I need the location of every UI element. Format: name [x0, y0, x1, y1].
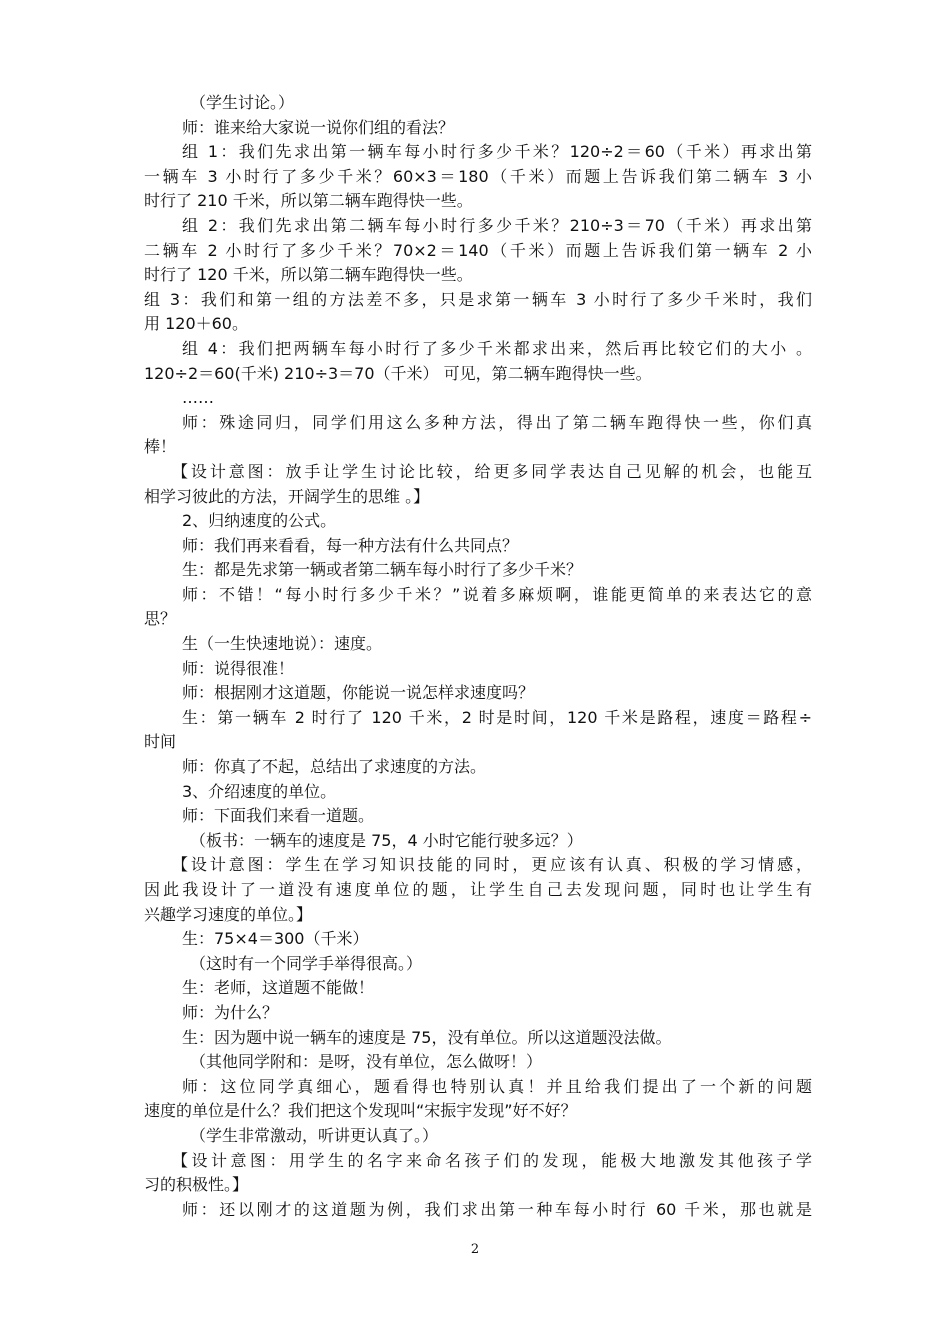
text-line: 兴趣学习速度的单位。】: [144, 904, 313, 924]
page-number: 2: [470, 1242, 480, 1257]
text-line: （板书：一辆车的速度是 75，4 小时它能行驶多远？）: [190, 830, 583, 850]
text-line: 生：因为题中说一辆车的速度是 75，没有单位。所以这道题没法做。: [182, 1027, 672, 1047]
text-line: 思？: [144, 609, 177, 629]
text-line: 3、介绍速度的单位。: [182, 781, 337, 801]
text-line: 时行了 120 千米，所以第二辆车跑得快一些。: [144, 265, 473, 285]
text-line: （学生讨论。）: [190, 93, 295, 112]
text-line: 生：第一辆车 2 时行了 120 千米，2 时是时间，120 千米是路程，速度＝路程÷: [182, 707, 812, 727]
text-line: 相学习彼此的方法，开阔学生的思维 。】: [144, 486, 430, 506]
text-line: 师：下面我们来看一道题。: [182, 806, 375, 826]
text-line: 用 120＋60。: [144, 314, 248, 334]
text-line: 120÷2＝60(千米) 210÷3＝70（千米） 可见，第二辆车跑得快一些。: [144, 363, 652, 383]
text-line: 生：都是先求第一辆或者第二辆车每小时行了多少千米？: [182, 560, 583, 580]
text-line: 时行了 210 千米，所以第二辆车跑得快一些。: [144, 191, 473, 211]
text-line: ……: [182, 388, 214, 408]
text-line: 一辆车 3 小时行了多少千米？60×3＝180（千米）而题上告诉我们第二辆车 3 小: [144, 166, 812, 186]
text-line: 因此我设计了一道没有速度单位的题，让学生自己去发现问题，同时也让学生有: [144, 880, 812, 899]
text-line: 【设计意图：放手让学生讨论比较，给更多同学表达自己见解的机会，也能互: [172, 461, 812, 481]
text-line: 师：你真了不起，总结出了求速度的方法。: [182, 757, 487, 777]
text-line: （其他同学附和：是呀，没有单位，怎么做呀！）: [190, 1052, 543, 1072]
text-line: 组 3：我们和第一组的方法差不多，只是求第一辆车 3 小时行了多少千米时，我们: [144, 289, 812, 309]
text-line: 二辆车 2 小时行了多少千米？70×2＝140（千米）而题上告诉我们第一辆车 2 小: [144, 240, 812, 260]
text-line: 师：不错！“每小时行多少千米？”说着多麻烦啊，谁能更简单的来表达它的意: [182, 584, 812, 604]
text-line: 棒！: [144, 437, 177, 457]
text-line: 组 2：我们先求出第二辆车每小时行多少千米？210÷3＝70（千米）再求出第: [182, 215, 812, 235]
text-line: 习的积极性。】: [144, 1175, 249, 1195]
lesson-text-body: [144, 91, 812, 1222]
text-line: （学生非常激动，听讲更认真了。）: [190, 1125, 439, 1145]
text-line: 组 4：我们把两辆车每小时行了多少千米都求出来，然后再比较它们的大小 。: [182, 338, 812, 358]
text-line: 【设计意图：学生在学习知识技能的同时，更应该有认真、积极的学习情感，: [172, 855, 812, 875]
text-line: （这时有一个同学手举得很高。）: [190, 953, 423, 973]
text-line: 生：75×4＝300（千米）: [182, 929, 369, 949]
text-line: 2、归纳速度的公式。: [182, 511, 337, 531]
text-line: 师：这位同学真细心，题看得也特别认真！并且给我们提出了一个新的问题: [182, 1076, 812, 1096]
text-line: 生：老师，这道题不能做！: [182, 978, 375, 998]
text-line: 师：还以刚才的这道题为例，我们求出第一种车每小时行 60 千米，那也就是: [182, 1199, 812, 1219]
text-line: 组 1：我们先求出第一辆车每小时行多少千米？120÷2＝60（千米）再求出第: [182, 142, 812, 162]
text-line: 师：为什么？: [182, 1002, 279, 1022]
text-line: 师：谁来给大家说一说你们组的看法？: [182, 117, 455, 137]
text-line: 师：殊途同归，同学们用这么多种方法，得出了第二辆车跑得快一些，你们真: [182, 412, 812, 432]
text-line: 【设计意图：用学生的名字来命名孩子们的发现，能极大地激发其他孩子学: [172, 1150, 812, 1170]
text-line: 生（一生快速地说）：速度。: [182, 634, 383, 654]
text-line: 速度的单位是什么？我们把这个发现叫“宋振宇发现”好不好？: [144, 1101, 577, 1121]
text-line: 时间: [144, 732, 177, 752]
text-line: 师：我们再来看看，每一种方法有什么共同点？: [182, 535, 519, 555]
text-line: 师：说得很准！: [182, 658, 295, 678]
text-line: 师：根据刚才这道题，你能说一说怎样求速度吗？: [182, 683, 535, 703]
